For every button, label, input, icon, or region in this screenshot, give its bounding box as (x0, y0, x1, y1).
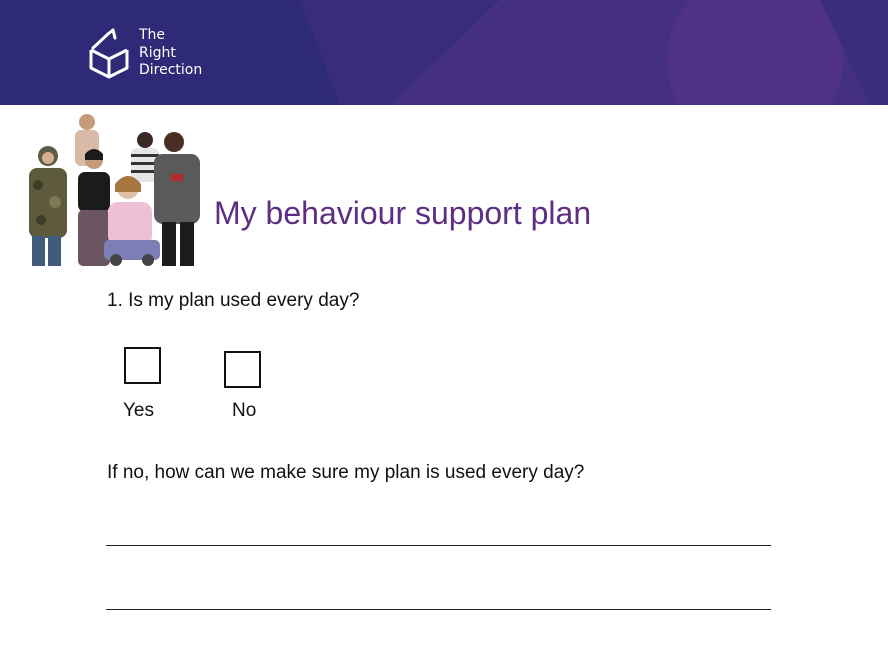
answer-line-1[interactable] (106, 545, 771, 546)
question-2-text: If no, how can we make sure my plan is used every day? (107, 462, 585, 483)
logo-line-2: Right (139, 44, 176, 61)
no-checkbox[interactable] (224, 351, 261, 388)
header-banner (0, 0, 888, 105)
question-1-text: 1. Is my plan used every day? (107, 290, 360, 311)
box-arrow-logo-icon (88, 26, 132, 80)
yes-label: Yes (123, 400, 154, 421)
answer-line-2[interactable] (106, 609, 771, 610)
no-label: No (232, 400, 257, 421)
group-photo-image (24, 110, 204, 268)
brand-logo[interactable] (88, 26, 228, 86)
logo-line-3: Direction (139, 62, 203, 78)
logo-wordmark (139, 27, 202, 80)
logo-line-1: The (139, 27, 166, 43)
yes-checkbox[interactable] (124, 347, 161, 384)
page-title: My behaviour support plan (214, 195, 592, 231)
